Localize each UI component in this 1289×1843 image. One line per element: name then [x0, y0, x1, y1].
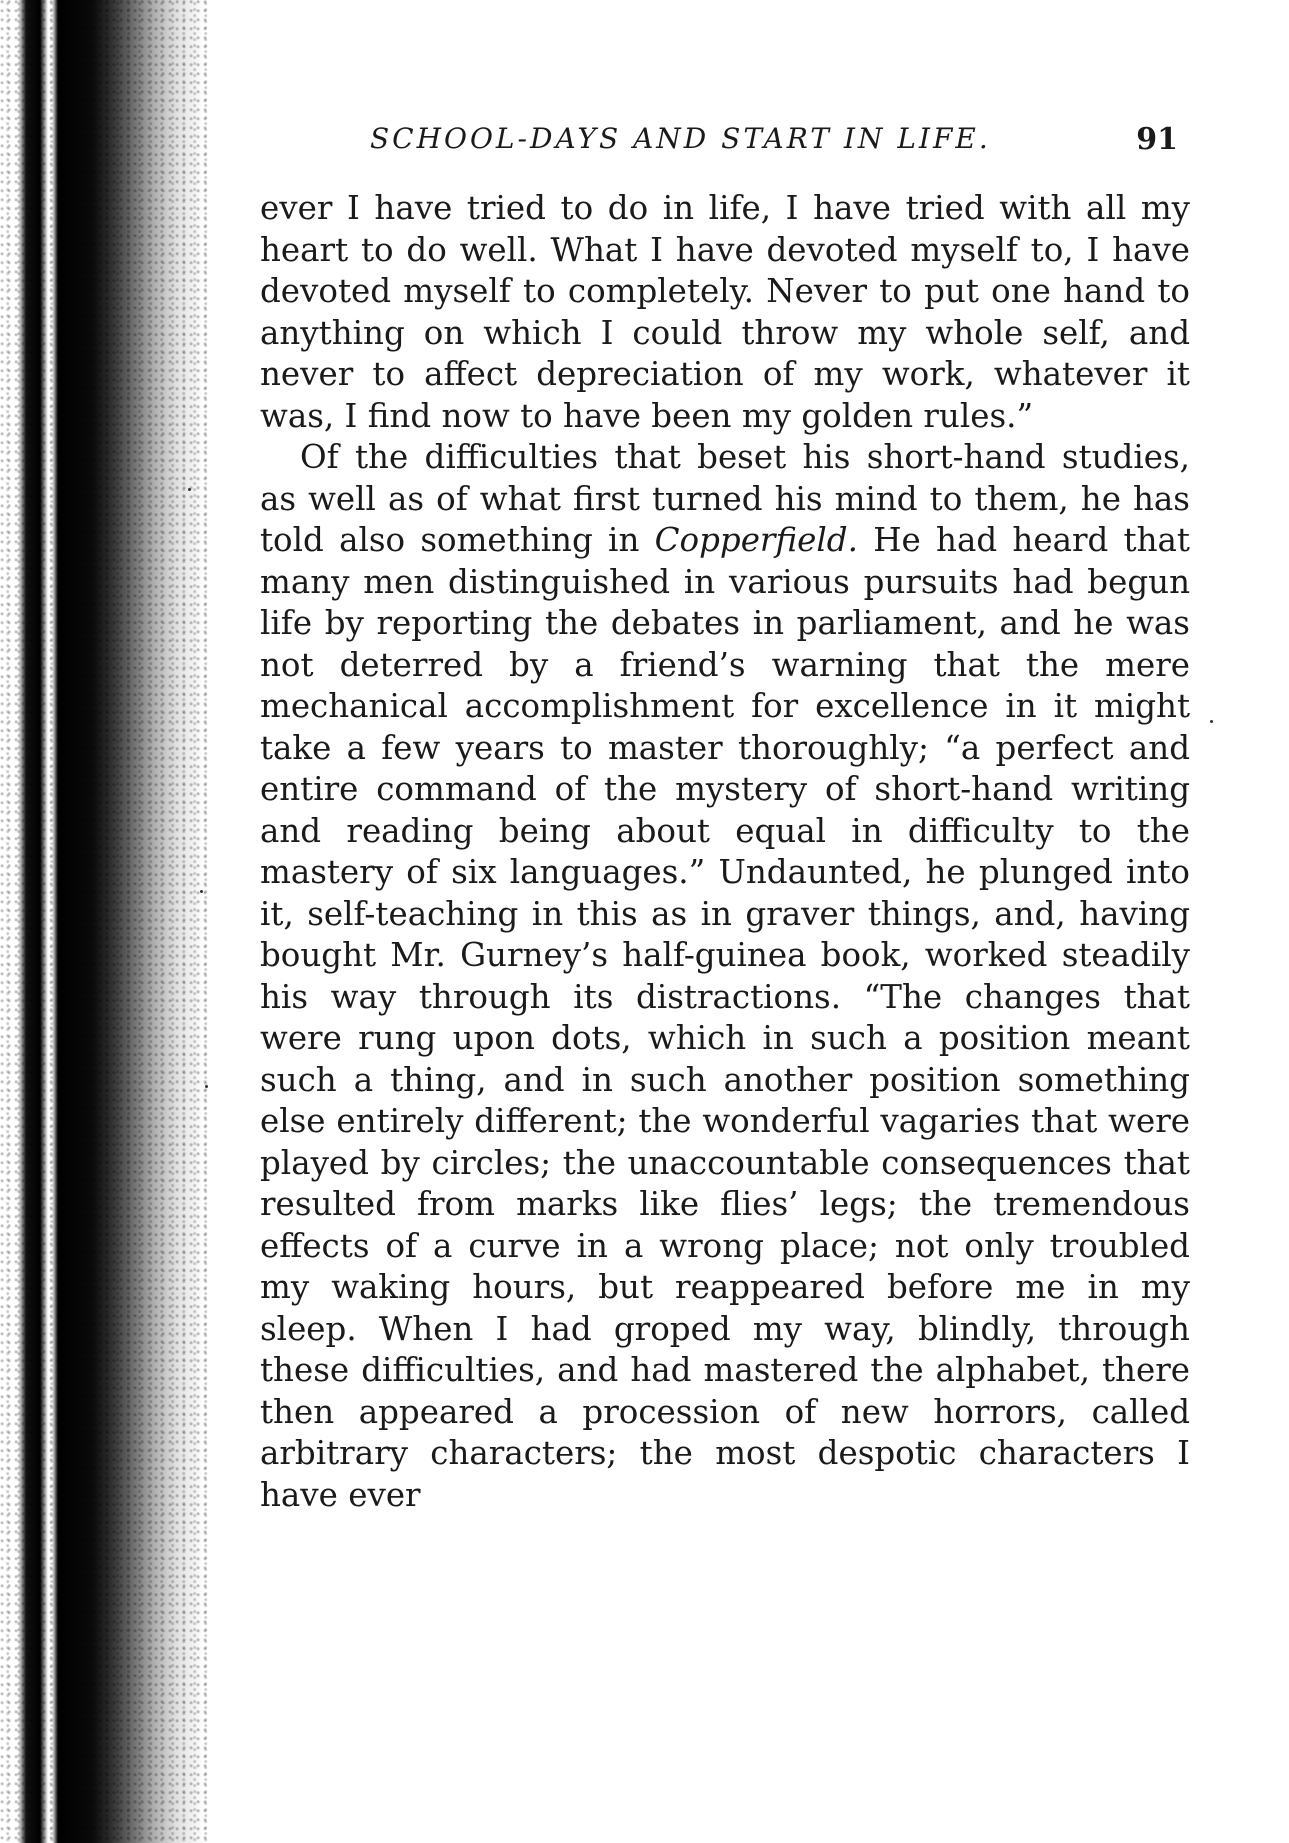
paragraph-2-text-start: Of the difficulties that beset his short-hand studies, as well as of what first turned his mind to them, he has told also something in: [260, 438, 1190, 559]
book-title-italic: Copperfield.: [654, 521, 858, 559]
scan-speck: [1210, 720, 1213, 723]
scan-speck: [200, 890, 203, 893]
scan-speck: [188, 488, 191, 491]
scan-speck: [205, 1085, 208, 1088]
page-number: 91: [1136, 122, 1178, 157]
running-title: SCHOOL-DAYS AND START IN LIFE.: [370, 122, 991, 155]
book-page: [260, 100, 1190, 1516]
paragraph-2: [260, 437, 1190, 1516]
paragraph-2-text-rest: He had heard that many men distinguished in various pursuits had begun life by reporting the debates in parliament, and he was not deterred by a friend’s warning that the mere mechanical accomplishment for excellence in it might take a few years to master thoroughly; “a perfect and entire command of the mystery of short-hand writing and reading being about equal in difficulty to the mastery of six languages.” Undaunted, he plunged into it, self-teaching in this as in graver things, and, having bought Mr. Gurney’s half-guinea book, worked steadily his way through its distractions. “The changes that were rung upon dots, which in such a position meant such a thing, and in such another position something else entirely different; the wonderful vagaries that were played by circles; the unaccountable consequences that resulted from marks like flies’ legs; the tremendous effects of a curve in a wrong place; not only troubled my waking hours, but reappeared before me in my sleep. When I had groped my way, blindly, through these difficulties, and had mastered the alphabet, there then appeared a procession of new horrors, called arbitrary characters; the most despotic characters I have ever: [260, 521, 1190, 1514]
paragraph-1: ever I have tried to do in life, I have tried with all my heart to do well. What I have devoted myself to, I have devoted myself to completely. Never to put one hand to anything on which I could throw my whole self, and never to affect depreciation of my work, whatever it was, I find now to have been my golden rules.”: [260, 189, 1190, 435]
running-header: [260, 100, 1190, 160]
page-binding-shadow: [0, 0, 210, 1843]
